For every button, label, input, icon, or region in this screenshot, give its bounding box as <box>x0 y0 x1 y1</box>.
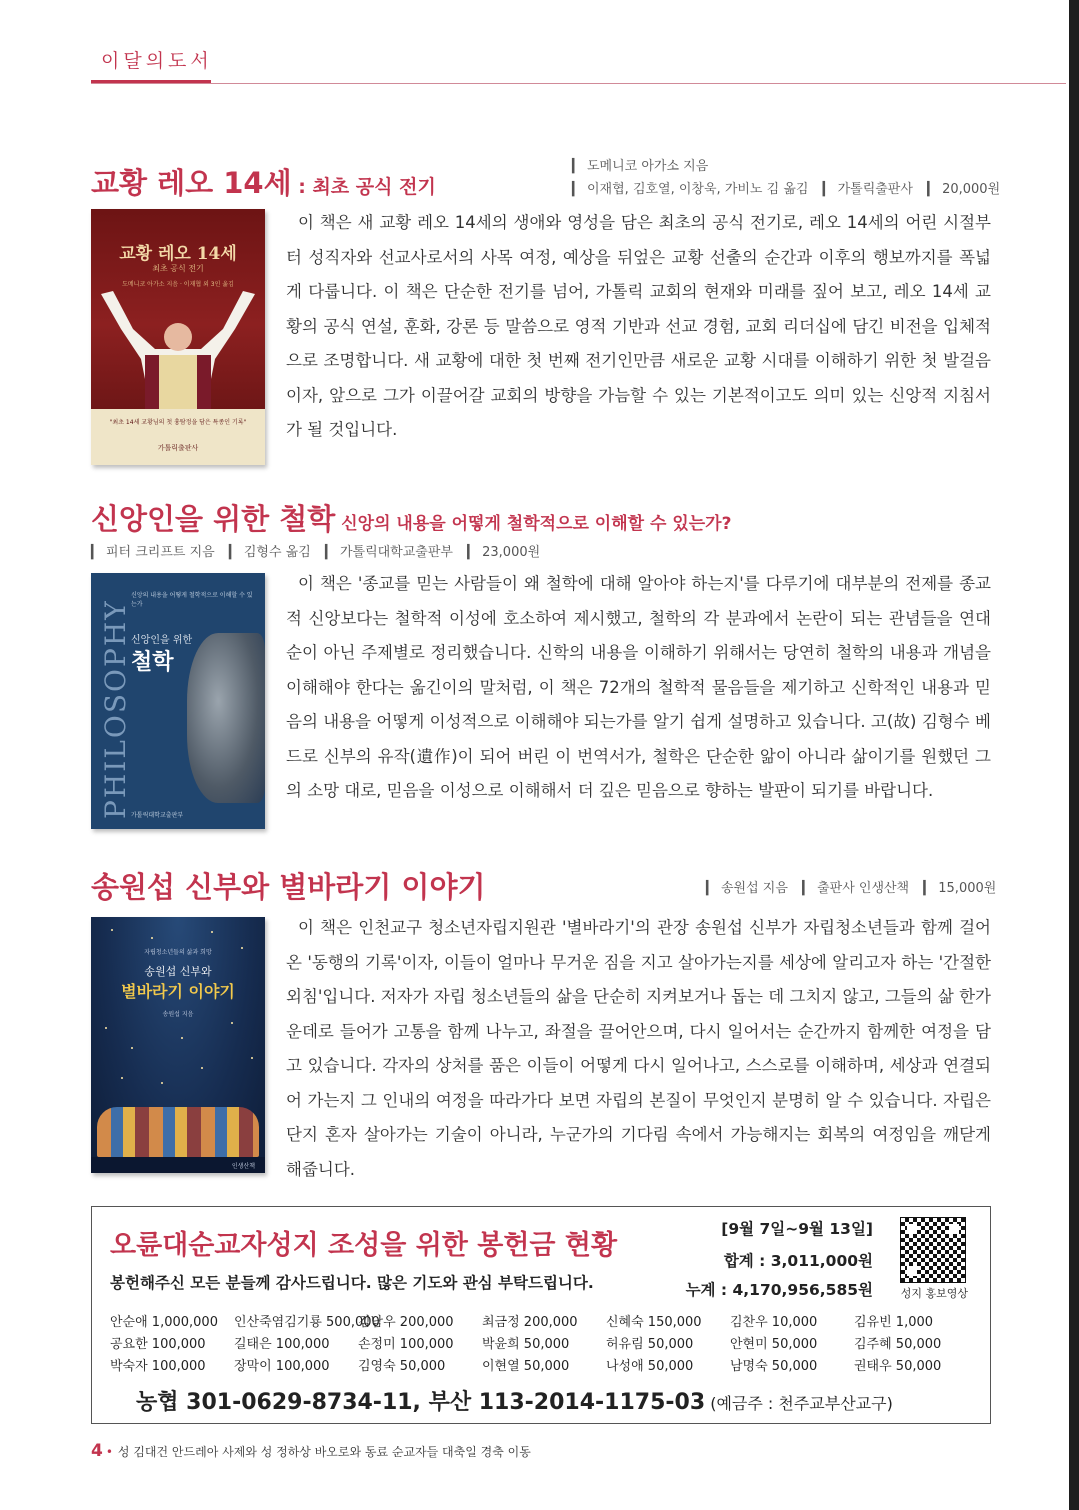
cover-publisher: 가톨릭출판사 <box>157 444 199 452</box>
book-cover-image <box>91 573 265 829</box>
cover-title: 교황 레오 14세 <box>119 244 237 264</box>
donor-entry: 허유림 50,000 <box>606 1337 694 1352</box>
book-title <box>91 497 731 538</box>
donor-entry: 권태우 50,000 <box>854 1359 942 1374</box>
donor-entry: 길태은 100,000 <box>234 1337 330 1352</box>
cover-publisher: 가톨릭대학교출판부 <box>131 812 184 819</box>
cover-title-small: 신앙인을 위한 <box>131 635 193 646</box>
cover-title: 별바라기 이야기 <box>121 982 235 1001</box>
cover-title: 철학 <box>131 649 174 675</box>
qr-code-icon[interactable] <box>900 1217 966 1283</box>
donor-entry: 인산죽염김기룡 500,000 <box>234 1315 380 1330</box>
cover-publisher: 인생산책 <box>231 1163 255 1170</box>
donor-entry: 김찬우 10,000 <box>730 1315 818 1330</box>
book-meta: ▎ 이재협, 김호열, 이창욱, 가비노 김 옮김 ▎ 가톨릭출판사 ▎ 20,000원 <box>572 182 1001 197</box>
footer-bullet-icon: • <box>105 1445 113 1459</box>
account-holder: (예금주 : 천주교부산교구) <box>705 1394 893 1413</box>
bank-account <box>136 1385 893 1416</box>
price: 20,000원 <box>942 182 1001 197</box>
cover-authors: 도메니코 아가소 지음 · 이재협 외 3인 옮김 <box>122 281 234 288</box>
publisher: 출판사 인생산책 <box>817 881 910 896</box>
donor-row <box>110 1311 980 1333</box>
book-title <box>91 865 485 906</box>
price: 23,000원 <box>482 545 541 560</box>
book-description <box>286 567 991 809</box>
donor-entry: 최금정 200,000 <box>482 1315 578 1330</box>
donor-entry: 남명숙 50,000 <box>730 1359 818 1374</box>
donor-entry: 신혜숙 150,000 <box>606 1315 702 1330</box>
author: 도메니코 아가소 지음 <box>587 159 709 174</box>
donor-row <box>110 1333 980 1355</box>
cover-tagline: 자립청소년들의 삶과 희망 <box>144 949 212 956</box>
cover-subtitle: 최초 공식 전기 <box>152 264 204 273</box>
book-meta: ▎ 피터 크리프트 지음 ▎ 김형수 옮김 ▎ 가톨릭대학교출판부 ▎ 23,000원 <box>91 545 541 560</box>
donor-entry: 장막이 100,000 <box>234 1359 330 1374</box>
cover-title-small: 송원섭 신부와 <box>144 965 212 978</box>
donor-entry: 박숙자 100,000 <box>110 1359 206 1374</box>
page-number: 4 <box>91 1441 103 1461</box>
donor-entry: 김영숙 50,000 <box>358 1359 446 1374</box>
pope-figure <box>91 289 265 409</box>
qr-label: 성지 홍보영상 <box>900 1287 968 1300</box>
book-cover-image <box>91 917 265 1173</box>
book-description <box>286 206 991 448</box>
book-meta: ▎ 송원섭 지음 ▎ 출판사 인생산책 ▎ 15,000원 <box>706 881 997 896</box>
donor-entry: 안현미 50,000 <box>730 1337 818 1352</box>
book-description <box>286 911 991 1187</box>
donation-box <box>91 1206 991 1424</box>
book-title-main: 송원섭 신부와 별바라기 이야기 <box>91 870 486 904</box>
donation-thanks: 봉헌해주신 모든 분들께 감사드립니다. 많은 기도와 관심 부탁드립니다. <box>110 1274 594 1292</box>
author: 송원섭 지음 <box>721 881 788 896</box>
cover-quote: "최초 14세 교황님의 첫 흉탐정을 담은 특종인 기록" <box>109 419 247 426</box>
cover-people-illustration <box>97 1107 259 1157</box>
description-text: 이 책은 새 교황 레오 14세의 생애와 영성을 담은 최초의 공식 전기로, 레오 14세의 어린 시절부터 성직자와 선교사로서의 사목 여정, 예상을 뒤엎은 교황 선출의 순간과 이후의 행보까지를 폭넓게 다룹니다. 이 책은 단순한 전기를 넘어, 가톨릭 교회의 현재와 미래를 짚어 보고, 레오 14세 교황의 공식 연설, 훈화, 강론 등 말씀으로 영적 기반과 선교 경험, 교회 리더십에 담긴 비전을 입체적으로 조명합니다. 새 교황에 대한 첫 번째 전기인만큼 새로운 교황 시대를 이해하기 위한 첫 발걸음이자, 앞으로 그가 이끌어갈 교회의 방향을 가늠할 수 있는 기본적이고도 의미 있는 신앙적 지침서가 될 것입니다. <box>286 213 991 439</box>
donor-entry: 안순애 1,000,000 <box>110 1315 218 1330</box>
donor-entry: 공요한 100,000 <box>110 1337 206 1352</box>
bank-account-numbers: 농협 301-0629-8734-11, 부산 113-2014-1175-03 <box>136 1390 706 1415</box>
donor-entry: 김유빈 1,000 <box>854 1315 934 1330</box>
book-subtitle: : 최초 공식 전기 <box>291 176 436 198</box>
donor-entry: 김남우 200,000 <box>358 1315 454 1330</box>
cover-author: 송원섭 지음 <box>162 1011 194 1018</box>
cover-tagline: 신앙의 내용을 어떻게 철학적으로 이해할 수 있는가 <box>131 592 253 608</box>
book-title-main: 신앙인을 위한 철학 <box>91 502 336 536</box>
description-text: 이 책은 인천교구 청소년자립지원관 '별바라기'의 관장 송원섭 신부가 자립청소년들과 함께 걸어온 '동행의 기록'이자, 이들이 얼마나 무거운 짐을 지고 살아가는지를 세상에 알리고자 하는 '간절한 외침'입니다. 저자가 자립 청소년들의 삶을 단순히 지켜보거나 돕는 데 그치지 않고, 그들의 삶 한가운데로 들어가 고통을 함께 나누고, 좌절을 끌어안으며, 다시 일어서는 순간까지 함께한 여정을 담고 있습니다. 각자의 상처를 품은 이들이 어떻게 다시 일어나고, 스스로를 이해하며, 세상과 연결되어 가는지 그 인내의 여정을 따라가다 보면 자립의 본질이 무엇인지 분명히 알 수 있습니다. 자립은 단지 혼자 살아가는 기술이 아니라, 누군가의 기다림 속에서 가능해지는 회복의 여정임을 깨닫게 해줍니다. <box>286 918 991 1179</box>
translators: 이재협, 김호열, 이창욱, 가비노 김 옮김 <box>587 182 809 197</box>
donor-entry: 나성애 50,000 <box>606 1359 694 1374</box>
donation-period: [9월 7일~9월 13일] <box>721 1220 873 1238</box>
book-subtitle: 신앙의 내용을 어떻게 철학적으로 이해할 수 있는가? <box>335 514 732 534</box>
page-footer <box>91 1441 531 1461</box>
author: 피터 크리프트 지음 <box>106 545 215 560</box>
donation-sum: 합계 : 3,011,000원 <box>723 1252 873 1270</box>
cover-vertical-title: PHILOSOPHY <box>99 599 132 819</box>
book-title-main: 교황 레오 14세 <box>91 166 292 200</box>
donation-cumulative: 누계 : 4,170,956,585원 <box>685 1281 873 1299</box>
donor-row <box>110 1355 980 1377</box>
donation-title: 오륜대순교자성지 조성을 위한 봉헌금 현황 <box>110 1230 618 1261</box>
book-cover-image <box>91 209 265 465</box>
donor-entry: 김주혜 50,000 <box>854 1337 942 1352</box>
donor-entry: 이현열 50,000 <box>482 1359 570 1374</box>
donor-entry: 박윤희 50,000 <box>482 1337 570 1352</box>
publisher: 가톨릭출판사 <box>837 182 913 197</box>
section-label: 이달의도서 <box>101 50 213 72</box>
donor-list <box>110 1311 980 1377</box>
cover-band <box>91 409 265 465</box>
header-rule <box>91 83 1066 84</box>
price: 15,000원 <box>938 881 997 896</box>
cover-statue <box>187 633 265 803</box>
page-edge <box>1069 0 1079 1510</box>
description-text: 이 책은 '종교를 믿는 사람들이 왜 철학에 대해 알아야 하는지'를 다루기에 대부분의 전제를 종교적 신앙보다는 철학적 이성에 호소하여 제시했고, 철학의 각 분과에서 논란이 되는 관념들을 연대순이 아닌 주제별로 정리했습니다. 신학의 내용을 이해하기 위해서는 당연히 철학의 내용과 개념을 이해해야 한다는 옮긴이의 말처럼, 이 책은 72개의 철학적 물음들을 제기하고 신학적인 내용과 믿음의 내용을 어떻게 이성적으로 이해해야 되는가를 알기 쉽게 설명하고 있습니다. 고(故) 김형수 베드로 신부의 유작(遺作)이 되어 버린 이 번역서가, 철학은 단순한 앎이 아니라 삶이기를 원했던 그의 소망 대로, 믿음을 이성으로 이해해서 더 깊은 믿음으로 향하는 발판이 되기를 바랍니다. <box>286 574 991 800</box>
publisher: 가톨릭대학교출판부 <box>339 545 453 560</box>
book-meta: ▎ 도메니코 아가소 지음 <box>572 159 709 174</box>
footer-text: 성 김대건 안드레아 사제와 성 정하상 바오로와 동료 순교자들 대축일 경축 이동 <box>117 1445 531 1459</box>
translators: 김형수 옮김 <box>243 545 311 560</box>
book-title <box>91 161 436 202</box>
donor-entry: 손정미 100,000 <box>358 1337 454 1352</box>
